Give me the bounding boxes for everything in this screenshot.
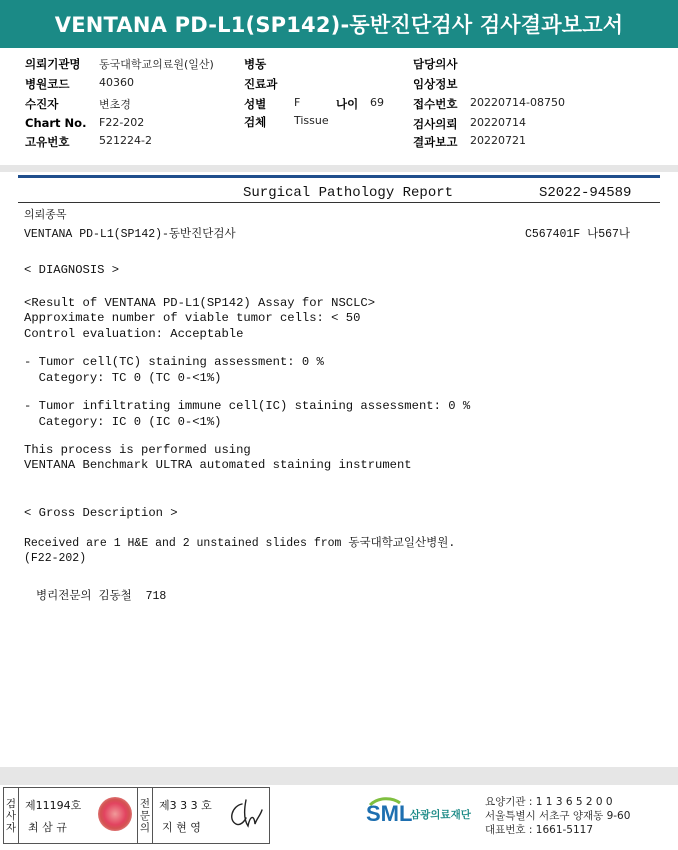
inspector-label: 검 사 자 xyxy=(4,788,19,843)
diagnosis-heading: < DIAGNOSIS > xyxy=(24,263,120,277)
specialist-license: 제3 3 3 호 xyxy=(159,799,212,812)
report-footer xyxy=(0,785,678,850)
specialist-label: 전 문 의 xyxy=(137,788,153,843)
inspector-seal-icon xyxy=(98,797,132,831)
patient-label: 수진자 xyxy=(25,97,59,111)
section-divider xyxy=(0,165,678,172)
report-number: S2022-94589 xyxy=(539,185,632,201)
age-value: 69 xyxy=(370,96,384,109)
department-label: 진료과 xyxy=(244,77,278,91)
sex-label: 성별 xyxy=(244,97,267,111)
specimen-value: Tissue xyxy=(294,114,329,127)
request-value: 20220714 xyxy=(470,116,526,129)
address: 서울특별시 서초구 양재동 9-60 xyxy=(485,810,631,822)
result-title: <Result of VENTANA PD-L1(SP142) Assay for NSCLC> xyxy=(24,296,376,310)
received-line: Received are 1 H&E and 2 unstained slides from 동국대학교일산병원. xyxy=(24,537,456,550)
ic-category-line: Category: IC 0 (IC 0-<1%) xyxy=(24,415,222,429)
sml-org-name: 삼광의료재단 xyxy=(410,809,471,821)
chart-label: Chart No. xyxy=(25,116,87,130)
tc-category-line: Category: TC 0 (TC 0-<1%) xyxy=(24,371,222,385)
control-line: Control evaluation: Acceptable xyxy=(24,327,244,341)
institution-value: 동국대학교의료원(일산) xyxy=(99,58,214,71)
report-heading: Surgical Pathology Report xyxy=(243,185,454,201)
request-label: 검사의뢰 xyxy=(413,117,458,131)
hospital-code-label: 병원코드 xyxy=(25,77,70,91)
instrument-line: VENTANA Benchmark ULTRA automated staining instrument xyxy=(24,458,412,472)
pathology-report xyxy=(18,172,660,767)
age-label: 나이 xyxy=(336,97,359,111)
gross-heading: < Gross Description > xyxy=(24,506,178,520)
pathologist-line: 병리전문의 김동철 718 xyxy=(36,590,167,603)
sml-wordmark: SML xyxy=(366,801,413,826)
patient-value: 변초경 xyxy=(99,98,131,111)
report-heading-rule xyxy=(18,202,660,203)
receipt-label: 접수번호 xyxy=(413,97,458,111)
chart-value: F22-202 xyxy=(99,116,145,129)
request-item-value: VENTANA PD-L1(SP142)-동반진단검사 xyxy=(24,228,236,241)
report-date-value: 20220721 xyxy=(470,134,526,147)
institution-label: 의뢰기관명 xyxy=(25,57,81,71)
signature-box xyxy=(3,787,270,844)
phone-number: 대표번호 : 1661-5117 xyxy=(485,824,594,836)
process-line: This process is performed using xyxy=(24,443,251,457)
report-date-label: 결과보고 xyxy=(413,135,458,149)
care-institution-number: 요양기관 : 1 1 3 6 5 2 0 0 xyxy=(485,796,613,808)
specialist-signature-icon xyxy=(224,796,266,834)
specialist-name: 지 현 영 xyxy=(162,821,201,834)
inspector-name: 최 삼 규 xyxy=(28,821,67,834)
tc-assessment-line: - Tumor cell(TC) staining assessment: 0 % xyxy=(24,355,324,369)
received-ref-line: (F22-202) xyxy=(24,552,87,565)
ward-label: 병동 xyxy=(244,57,267,71)
doctor-label: 담당의사 xyxy=(413,57,458,71)
specimen-label: 검체 xyxy=(244,115,267,129)
ic-assessment-line: - Tumor infiltrating immune cell(IC) staining assessment: 0 % xyxy=(24,399,471,413)
clinical-label: 임상정보 xyxy=(413,77,458,91)
sex-value: F xyxy=(294,96,301,109)
inspector-license: 제11194호 xyxy=(25,799,82,812)
unique-label: 고유번호 xyxy=(25,135,70,149)
patient-info-panel xyxy=(0,48,678,165)
report-title: VENTANA PD-L1(SP142)-동반진단검사 검사결과보고서 xyxy=(0,0,678,48)
viable-cells-line: Approximate number of viable tumor cells: < 50 xyxy=(24,311,361,325)
report-top-rule xyxy=(18,175,660,178)
unique-value: 521224-2 xyxy=(99,134,152,147)
request-item-code: C567401F 나567나 xyxy=(525,228,631,241)
footer-divider xyxy=(0,767,678,785)
hospital-code-value: 40360 xyxy=(99,76,134,89)
receipt-value: 20220714-08750 xyxy=(470,96,565,109)
request-item-label: 의뢰종목 xyxy=(24,208,67,221)
